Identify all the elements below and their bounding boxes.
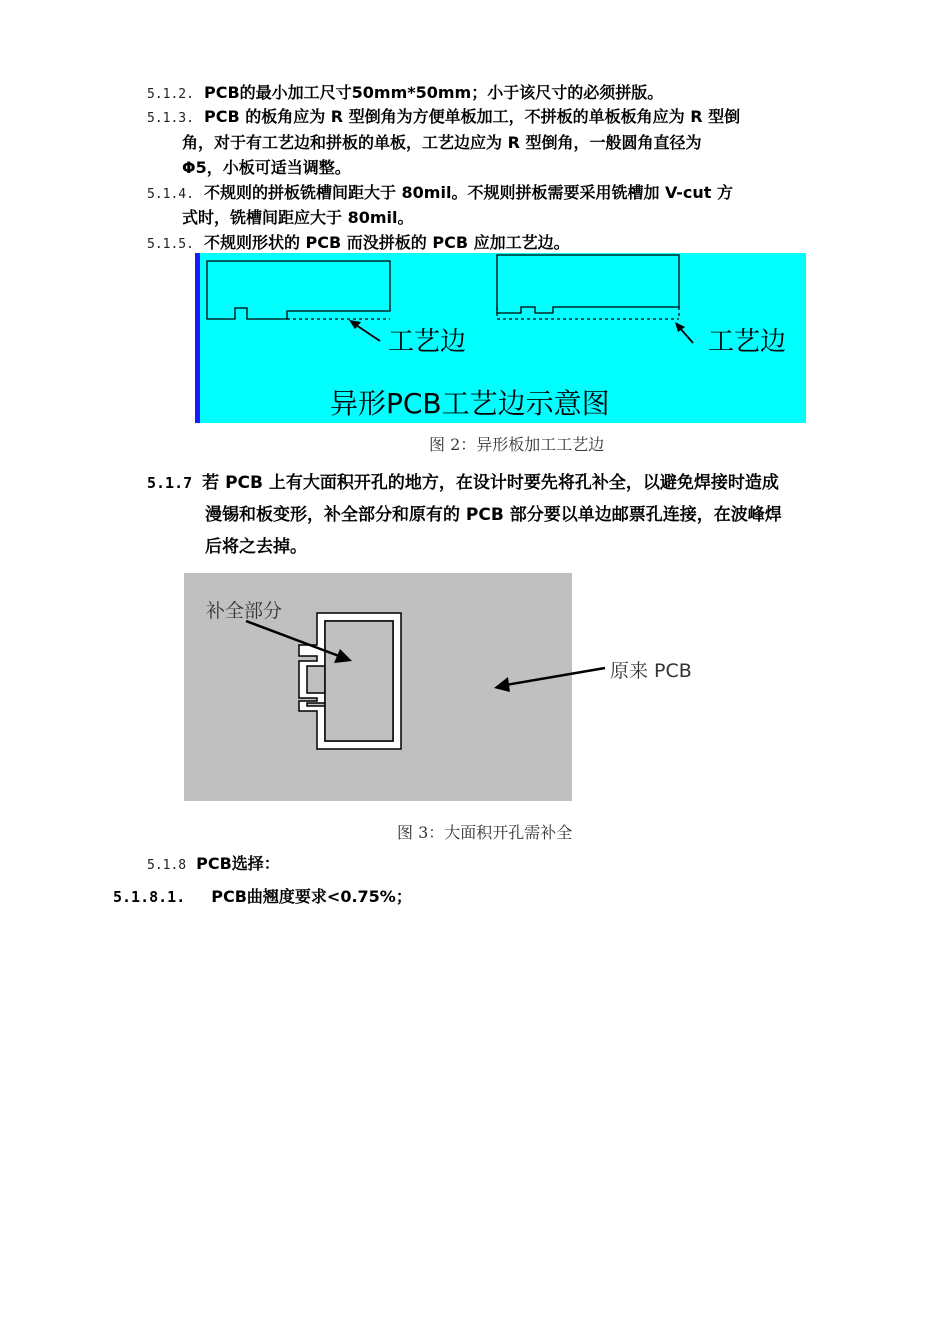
figure-2 [195, 253, 806, 423]
item-text: PCB 的板角应为 R 型倒角为方便单板加工，不拼板的单板板角应为 R 型倒 [203, 107, 741, 126]
item-text: 不规则的拼板铣槽间距大于 80mil。不规则拼板需要采用铣槽加 V-cut 方 [203, 183, 733, 202]
item-number: 5.1.5. [147, 237, 194, 252]
item-text: 不规则形状的 PCB 而没拼板的 PCB 应加工艺边。 [203, 233, 570, 252]
fill-part-label: 补全部分 [206, 600, 283, 622]
figure-2-left-border [195, 253, 200, 423]
item-number: 5.1.8.1. [113, 888, 186, 906]
item-text: 若 PCB 上有大面积开孔的地方，在设计时要先将孔补全，以避免焊接时造成 [202, 473, 779, 493]
original-pcb-arrow [490, 664, 610, 694]
item-number: 5.1.3. [147, 111, 194, 126]
item-text: Φ5，小板可适当调整。 [182, 158, 351, 177]
item-number: 5.1.8 [147, 858, 187, 873]
open-hole-area [325, 621, 393, 741]
figure-2-title: 异形PCB工艺边示意图 [330, 387, 610, 420]
item-text: PCB的最小加工尺寸50mm*50mm；小于该尺寸的必须拼版。 [203, 83, 664, 102]
figure-3-caption: 图 3：大面积开孔需补全 [397, 823, 573, 842]
item-text: 角，对于有工艺边和拼板的单板，工艺边应为 R 型倒角，一般圆角直径为 [182, 133, 702, 152]
item-number: 5.1.4. [147, 187, 194, 202]
item-number: 5.1.7 [147, 474, 193, 492]
original-pcb-label-outer: 原来 PCB [610, 660, 692, 682]
item-text: PCB选择： [196, 854, 280, 873]
item-text: 式时，铣槽间距应大于 80mil。 [182, 208, 414, 227]
left-process-edge-label: 工艺边 [388, 327, 467, 357]
right-process-edge-label: 工艺边 [708, 327, 787, 357]
item-number: 5.1.2. [147, 87, 194, 102]
item-text: 后将之去掉。 [205, 537, 307, 557]
item-text: 漫锡和板变形，补全部分和原有的 PCB 部分要以单边邮票孔连接，在波峰焊 [205, 505, 782, 525]
item-text: PCB曲翘度要求<0.75%； [211, 887, 412, 906]
figure-2-caption: 图 2：异形板加工工艺边 [429, 435, 605, 454]
